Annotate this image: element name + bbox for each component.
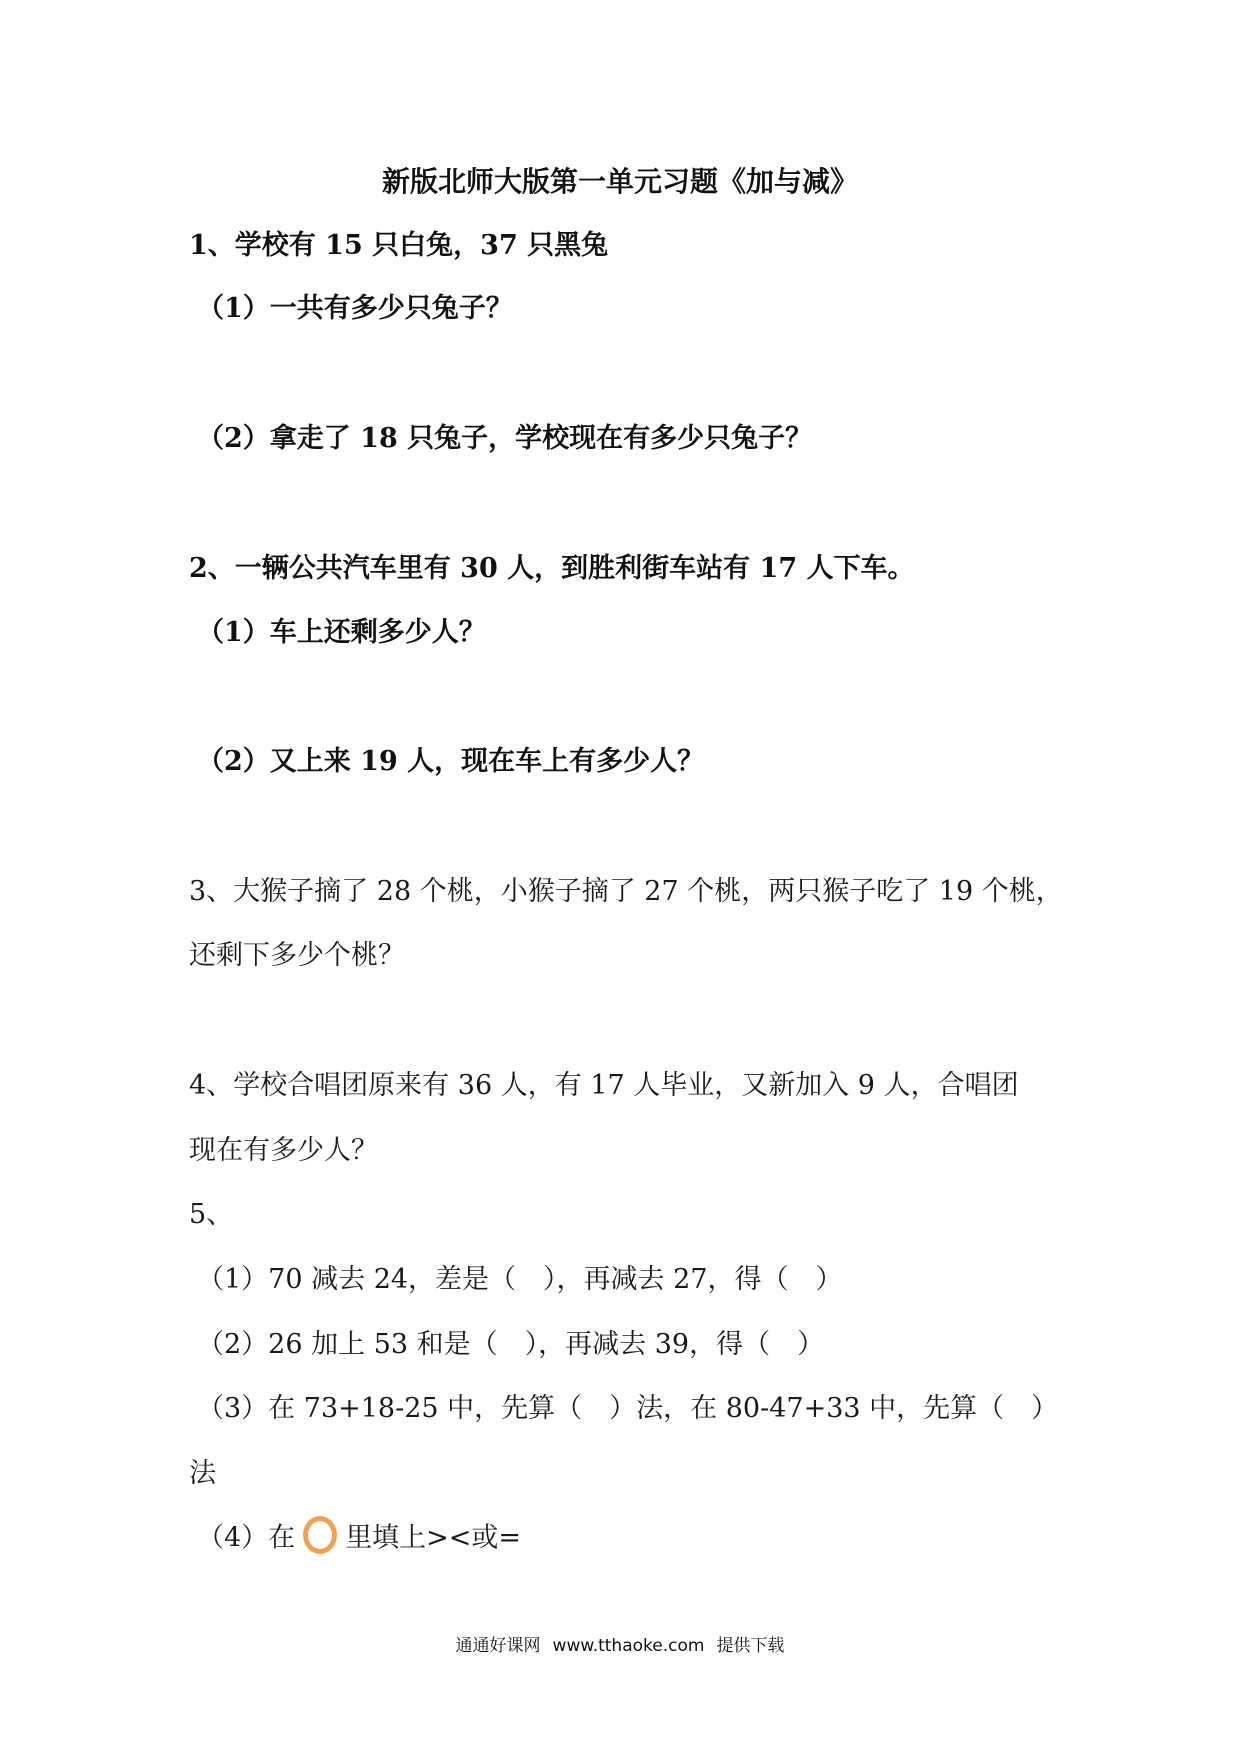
question-4-line-2: 现在有多少人？ bbox=[189, 1135, 378, 1166]
circle-blank-icon bbox=[303, 1516, 337, 1554]
question-5-part-1: （1）70 减去 24，差是（ ），再减去 27，得（ ） bbox=[197, 1264, 843, 1295]
question-4-line-1: 4、学校合唱团原来有 36 人，有 17 人毕业，又新加入 9 人，合唱团 bbox=[189, 1070, 1019, 1101]
footer-site-name: 通通好课网 bbox=[455, 1636, 541, 1656]
question-3-line-2: 还剩下多少个桃？ bbox=[189, 940, 405, 971]
question-2-part-2: （2）又上来 19 人，现在车上有多少人？ bbox=[197, 746, 705, 777]
question-5-part-2: （2）26 加上 53 和是（ ），再减去 39，得（ ） bbox=[197, 1329, 825, 1360]
question-5-part-4-suffix: 里填上><或= bbox=[345, 1522, 522, 1554]
question-3-line-1: 3、大猴子摘了 28 个桃，小猴子摘了 27 个桃，两只猴子吃了 19 个桃， bbox=[189, 876, 1063, 907]
page-title: 新版北师大版第一单元习题《加与减》 bbox=[381, 165, 858, 198]
question-1: 1、学校有 15 只白兔，37 只黑兔 bbox=[189, 230, 609, 261]
question-5-part-4 bbox=[197, 1524, 521, 1554]
question-5-part-3: （3）在 73+18-25 中，先算（ ）法，在 80-47+33 中，先算（ ） bbox=[197, 1393, 1059, 1424]
footer-suffix: 提供下载 bbox=[716, 1636, 785, 1656]
question-5: 5、 bbox=[189, 1199, 234, 1230]
question-5-part-3-continued: 法 bbox=[189, 1458, 216, 1489]
question-1-part-1: （1）一共有多少只兔子？ bbox=[197, 293, 513, 324]
footer bbox=[0, 1638, 1240, 1655]
question-2: 2、一辆公共汽车里有 30 人，到胜利街车站有 17 人下车。 bbox=[189, 553, 915, 584]
question-2-part-1: （1）车上还剩多少人？ bbox=[197, 617, 486, 648]
question-1-part-2: （2）拿走了 18 只兔子，学校现在有多少只兔子？ bbox=[197, 423, 813, 454]
question-5-part-4-prefix: （4）在 bbox=[197, 1522, 296, 1554]
footer-url[interactable]: www.tthaoke.com bbox=[552, 1636, 705, 1656]
